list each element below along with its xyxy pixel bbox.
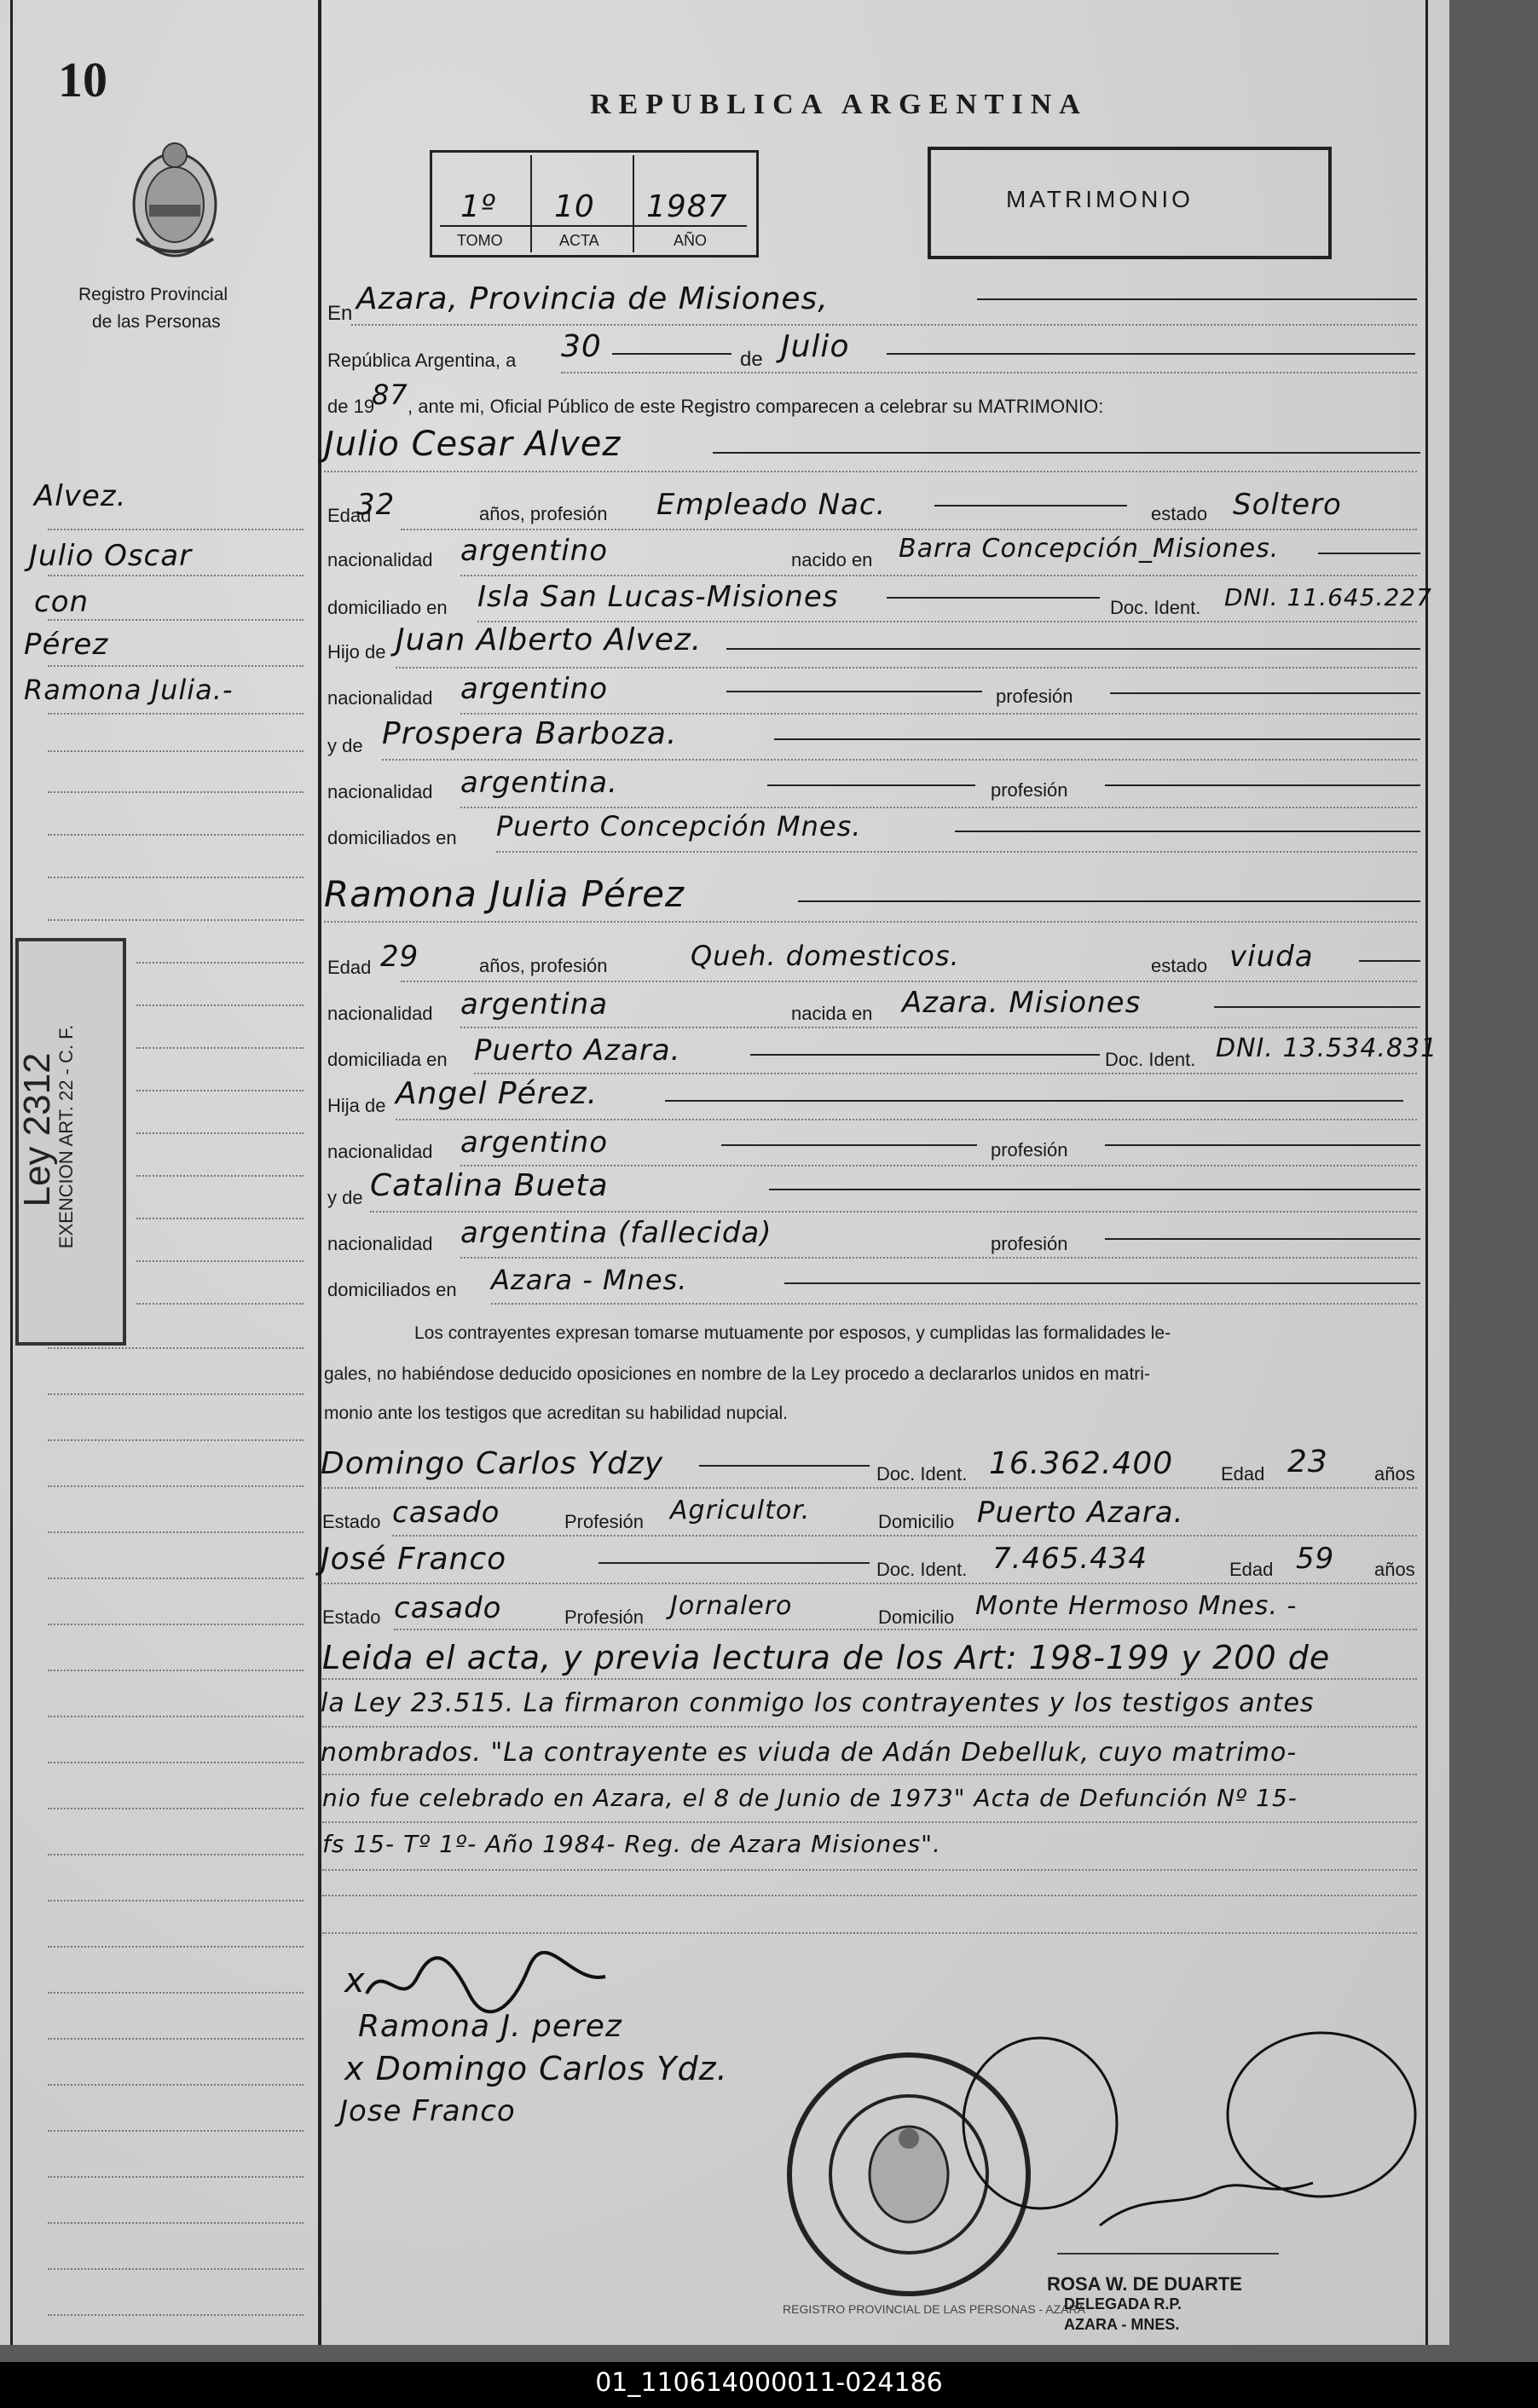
groom-hijo-label: Hijo de — [327, 641, 386, 663]
margin-border-right — [318, 0, 321, 2345]
groom-edad-label: Edad — [327, 505, 372, 526]
margin-note-2: Julio Oscar — [29, 539, 193, 573]
anio-label: AÑO — [674, 232, 708, 249]
witness-2-age: 59 — [1296, 1542, 1335, 1576]
groom-mother-prof-label: profesión — [991, 779, 1068, 801]
registry-name: Registro Provincial — [78, 285, 228, 304]
registry-name-2: de las Personas — [92, 312, 221, 332]
bride-parents-dom-label: domiciliados en — [327, 1279, 457, 1300]
groom-mother: Prospera Barboza. — [382, 716, 678, 751]
de-label: de — [740, 348, 763, 371]
official-name: ROSA W. DE DUARTE — [1047, 2273, 1242, 2295]
groom-father-nac-label: nacionalidad — [327, 687, 433, 709]
declaration-line-3: monio ante los testigos que acreditan su habilidad nupcial. — [324, 1404, 789, 1423]
bride-parents-address: Azara - Mnes. — [491, 1264, 688, 1296]
en-label: En — [327, 302, 353, 325]
witness-1-estado-label: Estado — [322, 1511, 381, 1532]
witness-2-prof-label: Profesión — [564, 1606, 644, 1628]
groom-yde-label: y de — [327, 735, 363, 756]
signature-bride: Ramona J. perez — [358, 2009, 622, 2044]
witness-1-prof-label: Profesión — [564, 1511, 644, 1532]
groom-profesion-label: años, profesión — [479, 503, 608, 524]
acta-label: ACTA — [559, 232, 599, 249]
groom-father-nationality: argentino — [460, 672, 608, 706]
note-line-5: fs 15- Tº 1º- Año 1984- Reg. de Azara Misiones". — [322, 1830, 941, 1858]
year-suffix: 87 — [372, 379, 408, 411]
doc-type-title: MATRIMONIO — [1006, 186, 1194, 212]
groom-estado-label: estado — [1151, 503, 1208, 524]
bride-age: 29 — [380, 940, 419, 974]
witness-2-edad-label: Edad — [1229, 1559, 1274, 1580]
witness-1-profession: Agricultor. — [670, 1496, 811, 1525]
groom-nacido-label: nacido en — [791, 549, 873, 570]
groom-birthplace: Barra Concepción_Misiones. — [899, 534, 1280, 564]
witness-2-doc-label: Doc. Ident. — [876, 1559, 968, 1580]
intro-day: 30 — [561, 329, 602, 364]
bride-edad-label: Edad — [327, 957, 372, 978]
witness-1-anos-label: años — [1374, 1463, 1415, 1485]
signature-witness-1: x Domingo Carlos Ydz. — [344, 2050, 728, 2087]
witness-1-address: Puerto Azara. — [977, 1496, 1184, 1530]
intro-statement: , ante mi, Oficial Público de este Registro comparecen a celebrar su MATRIMONIO: — [408, 396, 1104, 417]
bride-hija-label: Hija de — [327, 1095, 386, 1116]
witness-1-name: Domingo Carlos Ydzy — [321, 1446, 664, 1481]
declaration-line-1: Los contrayentes expresan tomarse mutuamente por esposos, y cumplidas las formalidades le- — [414, 1323, 1171, 1343]
stamp-ley: Ley 2312 — [16, 1052, 58, 1207]
tomo-value: 1º — [460, 189, 496, 224]
witness-1-age: 23 — [1287, 1444, 1328, 1479]
margin-note-4: Pérez — [24, 628, 109, 662]
groom-parents-address: Puerto Concepción Mnes. — [496, 810, 862, 842]
footer-id: 01_110614000011-024186 — [595, 2368, 943, 2398]
official-signature-scribble — [955, 2029, 1432, 2234]
groom-doc-id: DNI. 11.645.227 — [1224, 583, 1432, 611]
groom-civil-status: Soltero — [1233, 488, 1342, 522]
bride-mother-prof-label: profesión — [991, 1233, 1068, 1254]
bride-mother-nationality: argentina (fallecida) — [460, 1216, 772, 1250]
bride-father-nationality: argentino — [460, 1126, 608, 1160]
witness-1-doc: 16.362.400 — [989, 1446, 1174, 1481]
bride-father-nac-label: nacionalidad — [327, 1141, 433, 1162]
seal-text: REGISTRO PROVINCIAL DE LAS PERSONAS - AZARA — [783, 2302, 1086, 2316]
box-divider-1 — [530, 155, 532, 252]
folio-number: 10 — [58, 52, 107, 107]
witness-1-status: casado — [392, 1496, 500, 1530]
bride-estado-label: estado — [1151, 955, 1208, 976]
intro-place: Azara, Provincia de Misiones, — [356, 281, 829, 316]
note-line-2: la Ley 23.515. La firmaron conmigo los contrayentes y los testigos antes — [321, 1688, 1315, 1718]
bride-dom-label: domiciliada en — [327, 1049, 448, 1070]
stamp-exencion: EXENCION ART. 22 - C. F. — [55, 1024, 77, 1249]
bride-civil-status: viuda — [1229, 940, 1314, 974]
groom-dom-label: domiciliado en — [327, 597, 448, 618]
acta-value: 10 — [554, 189, 595, 224]
witness-2-anos-label: años — [1374, 1559, 1415, 1580]
note-line-3: nombrados. "La contrayente es viuda de Adán Debelluk, cuyo matrimo- — [321, 1738, 1298, 1768]
groom-doc-label: Doc. Ident. — [1110, 597, 1201, 618]
bride-address: Puerto Azara. — [474, 1033, 681, 1068]
groom-name: Julio Cesar Alvez — [324, 425, 622, 464]
box-hline — [440, 225, 747, 227]
coat-of-arms-icon — [119, 136, 230, 264]
bride-father: Angel Pérez. — [396, 1076, 598, 1111]
witness-2-address: Monte Hermoso Mnes. - — [975, 1591, 1298, 1621]
groom-nac-label: nacionalidad — [327, 549, 433, 570]
bride-nacida-label: nacida en — [791, 1003, 873, 1024]
bride-doc-id: DNI. 13.534.831 — [1216, 1033, 1438, 1063]
official-title: DELEGADA R.P. — [1064, 2295, 1182, 2312]
page-border-right — [1425, 0, 1428, 2345]
witness-2-name: José Franco — [321, 1542, 507, 1577]
signature-witness-2: Jose Franco — [339, 2094, 516, 2128]
witness-2-status: casado — [394, 1591, 502, 1625]
official-signature-line — [1057, 2253, 1279, 2255]
country-title: REPUBLICA ARGENTINA — [590, 89, 1088, 120]
groom-address: Isla San Lucas-Misiones — [477, 580, 839, 614]
groom-profession: Empleado Nac. — [656, 488, 887, 522]
margin-note-1: Alvez. — [34, 479, 127, 513]
groom-parents-dom-label: domiciliados en — [327, 827, 457, 848]
bride-name: Ramona Julia Pérez — [324, 873, 685, 915]
groom-mother-nationality: argentina. — [460, 766, 618, 800]
margin-note-3: con — [34, 585, 90, 619]
declaration-line-2: gales, no habiéndose deducido oposiciones en nombre de la Ley procedo a declararlos unidos en matri- — [324, 1364, 1150, 1384]
witness-1-doc-label: Doc. Ident. — [876, 1463, 968, 1485]
groom-age: 32 — [356, 488, 396, 522]
bride-nac-label: nacionalidad — [327, 1003, 433, 1024]
bride-mother-nac-label: nacionalidad — [327, 1233, 433, 1254]
margin-border-left — [10, 0, 13, 2345]
witness-2-profession: Jornalero — [670, 1591, 793, 1621]
official-place: AZARA - MNES. — [1064, 2316, 1180, 2333]
witness-2-estado-label: Estado — [322, 1606, 381, 1628]
bride-birthplace: Azara. Misiones — [902, 986, 1142, 1020]
box-divider-2 — [633, 155, 634, 252]
anio-value: 1987 — [646, 189, 728, 224]
witness-1-edad-label: Edad — [1221, 1463, 1265, 1485]
margin-note-5: Ramona Julia.- — [24, 674, 234, 706]
groom-nationality: argentino — [460, 534, 608, 568]
tomo-label: TOMO — [457, 232, 503, 249]
bride-yde-label: y de — [327, 1187, 363, 1208]
witness-1-dom-label: Domicilio — [878, 1511, 955, 1532]
signature-groom: x — [344, 1961, 366, 2000]
note-line-1: Leida el acta, y previa lectura de los Art: 198-199 y 200 de — [322, 1639, 1331, 1676]
bride-profession: Queh. domesticos. — [691, 940, 960, 972]
bride-mother: Catalina Bueta — [370, 1168, 609, 1203]
bride-profesion-label: años, profesión — [479, 955, 608, 976]
note-line-4: nio fue celebrado en Azara, el 8 de Junio de 1973" Acta de Defunción Nº 15- — [322, 1784, 1298, 1812]
bride-doc-label: Doc. Ident. — [1105, 1049, 1196, 1070]
intro-month: Julio — [781, 329, 850, 364]
groom-father-prof-label: profesión — [996, 686, 1073, 707]
witness-2-dom-label: Domicilio — [878, 1606, 955, 1628]
bride-nationality: argentina — [460, 987, 609, 1022]
year-prefix: de 19 — [327, 396, 375, 417]
groom-father: Juan Alberto Alvez. — [396, 622, 703, 657]
groom-mother-nac-label: nacionalidad — [327, 781, 433, 802]
republica-label: República Argentina, a — [327, 350, 517, 371]
bride-father-prof-label: profesión — [991, 1139, 1068, 1161]
witness-2-doc: 7.465.434 — [992, 1542, 1148, 1576]
